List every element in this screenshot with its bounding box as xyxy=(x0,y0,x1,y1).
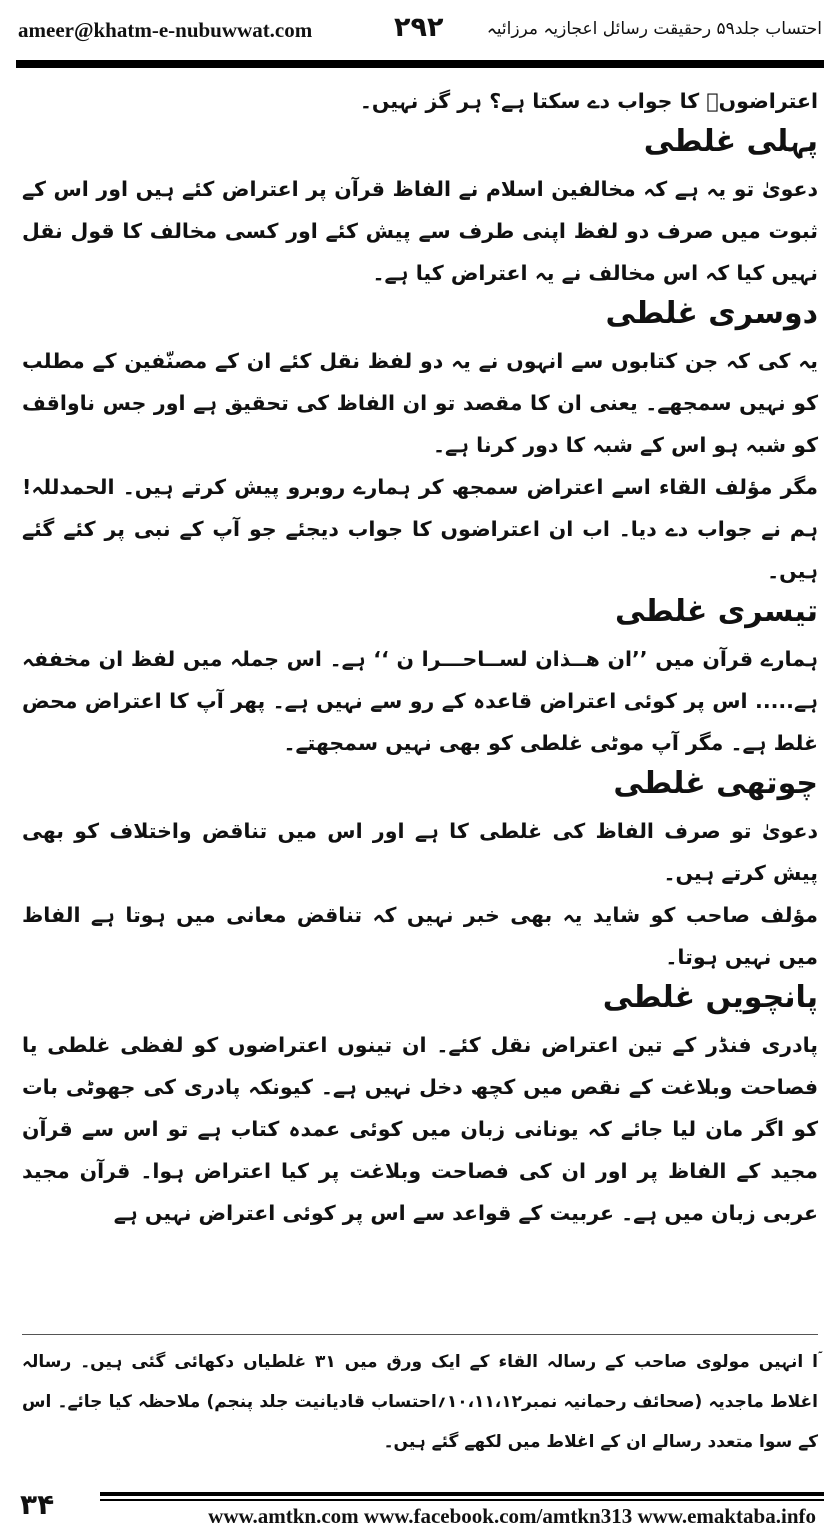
section-paragraph: مگر مؤلف القاء اسے اعتراض سمجھ کر ہمارے روبرو پیش کرتے ہیں۔ الحمدللہ! ہم نے جواب دے دیا۔ اب ان اعتراضوں کا جواب دیجئے جو آپ کے نبی پر کئے گئے ہیں۔ xyxy=(22,475,818,583)
section-paragraph: دعویٰ تو صرف الفاظ کی غلطی کا ہے اور اس میں تناقض واختلاف کو بھی پیش کرتے ہیں۔ xyxy=(22,819,818,885)
intro-line: اعتراضوںؔ کا جواب دے سکتا ہے؟ ہر گز نہیں۔ xyxy=(359,89,818,113)
footer-rule xyxy=(100,1499,824,1501)
page-body xyxy=(22,80,818,1234)
section-paragraph: مؤلف صاحب کو شاید یہ بھی خبر نہیں کہ تناقض معانی میں ہوتا ہے الفاظ میں نہیں ہوتا۔ xyxy=(22,903,818,969)
header-email[interactable]: ameer@khatm-e-nubuwwat.com xyxy=(18,18,313,42)
header-title: احتساب جلد۵۹ رحقیقت رسائل اعجازیہ مرزائیہ xyxy=(486,19,822,39)
footnote-rule xyxy=(22,1334,818,1335)
footer-page-number: ۳۴ xyxy=(20,1488,55,1521)
section-paragraph: یہ کی کہ جن کتابوں سے انہوں نے یہ دو لفظ نقل کئے ان کے مصنّفین کے مطلب کو نہیں سمجھے۔ یعنی ان کا مقصد تو ان الفاظ کی تحقیق ہے اور جس ناواقف کو شبہ ہو اس کے شبہ کا دور کرنا ہے۔ xyxy=(22,349,818,457)
footnote: ۤا انہیں مولوی صاحب کے رسالہ القاء کے ایک ورق میں ۳۱ غلطیاں دکھائی گئی ہیں۔ رسالہ اغلاط ماجدیہ (صحائف رحمانیہ نمبر۱۰،۱۱،۱۲؍احتساب قادیانیت جلد پنجم) ملاحظہ کیا جائے۔ اس کے سوا متعدد رسالے ان کے اغلاط میں لکھے گئے ہیں۔ xyxy=(22,1352,818,1452)
footer-rule xyxy=(100,1492,824,1496)
header-rule xyxy=(16,60,824,68)
section-heading: تیسری غلطی xyxy=(615,594,818,629)
section-paragraph: دعویٰ تو یہ ہے کہ مخالفین اسلام نے الفاظ قرآن پر اعتراض کئے ہیں اور اس کے ثبوت میں صرف دو لفظ اپنی طرف سے پیش کئے اور کسی مخالف کا قول نقل نہیں کیا کہ اس مخالف نے یہ اعتراض کیا ہے۔ xyxy=(22,177,818,285)
section-heading: پہلی غلطی xyxy=(643,124,818,159)
section-heading: پانچویں غلطی xyxy=(602,980,818,1015)
section-heading: چوتھی غلطی xyxy=(613,766,818,801)
header-page-number: ۲۹۲ xyxy=(394,12,444,43)
page-header xyxy=(14,8,826,56)
section-heading: دوسری غلطی xyxy=(605,296,818,331)
section-paragraph: پادری فنڈر کے تین اعتراض نقل کئے۔ ان تینوں اعتراضوں کو لفظی غلطی یا فصاحت وبلاغت کے نقص میں کچھ دخل نہیں ہے۔ کیونکہ پادری کی جھوٹی بات کو اگر مان لیا جائے کہ یونانی زبان میں کوئی عمدہ کتاب ہے تو اس سے قرآن مجید کے الفاظ پر اور ان کی فصاحت وبلاغت پر کیا اعتراض ہوا۔ قرآن مجید عربی زبان میں ہے۔ عربیت کے قواعد سے اس پر کوئی اعتراض نہیں ہے xyxy=(22,1033,818,1225)
page-footer xyxy=(16,1488,824,1532)
footer-links[interactable]: www.amtkn.com www.facebook.com/amtkn313 www.emaktaba.info xyxy=(208,1504,816,1528)
section-paragraph: ہمارے قرآن میں ’’ان ھــذان لســاحـــرا ن ‘‘ ہے۔ اس جملہ میں لفظ ان مخففہ ہے..... اس پر کوئی اعتراض قاعدہ کے رو سے نہیں ہے۔ پھر آپ کا اعتراض محض غلط ہے۔ مگر آپ موٹی غلطی کو بھی نہیں سمجھتے۔ xyxy=(22,647,818,755)
